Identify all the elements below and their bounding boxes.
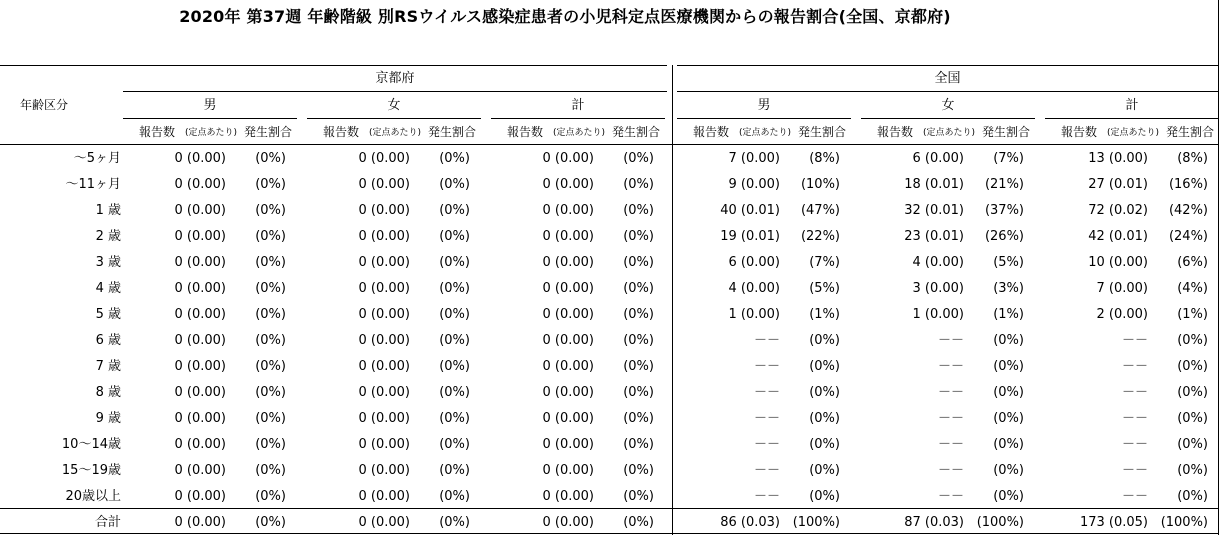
cell-count: 0 (0.00) — [358, 151, 410, 166]
cell-rate: (0%) — [439, 203, 470, 218]
cell-rate: (0%) — [255, 177, 286, 192]
cell-rate: (0%) — [1177, 385, 1208, 400]
cell-count: －－ — [753, 463, 780, 478]
row-label: 1 歳 — [95, 203, 121, 218]
cell-rate: (0%) — [439, 255, 470, 270]
cell-count: 0 (0.00) — [358, 203, 410, 218]
cell-count: 0 (0.00) — [542, 463, 594, 478]
cell-rate: (0%) — [439, 177, 470, 192]
cell-count: 0 (0.00) — [542, 359, 594, 374]
cell-rate: (5%) — [993, 255, 1024, 270]
cell-rate: (0%) — [255, 333, 286, 348]
cell-count: 87 (0.03) — [904, 515, 964, 530]
cell-count: 0 (0.00) — [174, 489, 226, 504]
row-header-label: 年齢区分 — [20, 98, 69, 112]
cell-count: 0 (0.00) — [358, 333, 410, 348]
cell-count: 0 (0.00) — [542, 307, 594, 322]
table-bottom-rule — [0, 533, 1218, 534]
cell-rate: (5%) — [809, 281, 840, 296]
subheader-count: 報告数 — [139, 125, 176, 139]
cell-rate: (6%) — [1177, 255, 1208, 270]
cell-rate: (0%) — [439, 307, 470, 322]
cell-count: 0 (0.00) — [174, 437, 226, 452]
cell-count: 0 (0.00) — [174, 515, 226, 530]
right-border — [1218, 0, 1219, 535]
cell-rate: (0%) — [439, 515, 470, 530]
cell-rate: (0%) — [439, 411, 470, 426]
subheader-rate: 発生割合 — [612, 125, 661, 139]
row-label: 6 歳 — [95, 333, 121, 348]
cell-count: －－ — [753, 411, 780, 426]
subheader-count: 報告数 — [1061, 125, 1098, 139]
cell-count: 0 (0.00) — [542, 333, 594, 348]
cell-rate: (0%) — [993, 437, 1024, 452]
cell-rate: (0%) — [255, 307, 286, 322]
cell-rate: (0%) — [623, 437, 654, 452]
cell-count: 0 (0.00) — [542, 151, 594, 166]
cell-count: 0 (0.00) — [358, 463, 410, 478]
cell-count: 40 (0.01) — [720, 203, 780, 218]
header-bottom-rule — [0, 144, 1218, 145]
cell-count: 0 (0.00) — [358, 515, 410, 530]
cell-rate: (0%) — [1177, 437, 1208, 452]
cell-count: 0 (0.00) — [174, 307, 226, 322]
cell-rate: (0%) — [993, 411, 1024, 426]
total-top-rule — [0, 508, 1218, 509]
cell-rate: (0%) — [623, 515, 654, 530]
cell-count: －－ — [1121, 359, 1148, 374]
region-rule-left — [123, 91, 667, 92]
subheader-count: 報告数 — [323, 125, 360, 139]
subheader-rate: 発生割合 — [982, 125, 1031, 139]
cell-rate: (0%) — [623, 203, 654, 218]
cell-count: －－ — [753, 489, 780, 504]
cell-rate: (0%) — [809, 437, 840, 452]
cell-rate: (10%) — [800, 177, 840, 192]
region-separator — [672, 65, 673, 535]
cell-count: －－ — [753, 437, 780, 452]
cell-count: 0 (0.00) — [542, 281, 594, 296]
cell-count: 6 (0.00) — [912, 151, 964, 166]
cell-rate: (0%) — [255, 229, 286, 244]
cell-rate: (8%) — [1177, 151, 1208, 166]
cell-count: 0 (0.00) — [542, 515, 594, 530]
cell-rate: (0%) — [809, 385, 840, 400]
cell-count: －－ — [937, 333, 964, 348]
cell-rate: (21%) — [984, 177, 1024, 192]
region-header: 京都府 — [375, 71, 415, 86]
cell-count: 0 (0.00) — [358, 281, 410, 296]
cell-count: －－ — [1121, 463, 1148, 478]
cell-rate: (0%) — [809, 463, 840, 478]
cell-rate: (0%) — [255, 515, 286, 530]
cell-rate: (0%) — [993, 359, 1024, 374]
cell-rate: (0%) — [623, 307, 654, 322]
cell-rate: (0%) — [255, 359, 286, 374]
subheader-per: (定点あたり) — [923, 128, 976, 138]
cell-count: 0 (0.00) — [174, 255, 226, 270]
cell-count: 0 (0.00) — [542, 177, 594, 192]
cell-rate: (0%) — [993, 333, 1024, 348]
cell-rate: (0%) — [1177, 463, 1208, 478]
cell-count: 0 (0.00) — [174, 151, 226, 166]
cell-count: 0 (0.00) — [542, 489, 594, 504]
cell-count: 9 (0.00) — [728, 177, 780, 192]
subheader-rate: 発生割合 — [1166, 125, 1215, 139]
row-label: 合計 — [94, 515, 121, 530]
cell-rate: (0%) — [439, 281, 470, 296]
cell-count: 18 (0.01) — [904, 177, 964, 192]
sex-rule-0 — [123, 118, 297, 119]
cell-rate: (0%) — [439, 151, 470, 166]
cell-count: 3 (0.00) — [912, 281, 964, 296]
cell-rate: (7%) — [809, 255, 840, 270]
cell-count: －－ — [937, 411, 964, 426]
cell-rate: (22%) — [800, 229, 840, 244]
cell-rate: (0%) — [255, 489, 286, 504]
cell-rate: (0%) — [1177, 489, 1208, 504]
cell-rate: (4%) — [1177, 281, 1208, 296]
cell-rate: (0%) — [439, 463, 470, 478]
subheader-per: (定点あたり) — [1107, 128, 1160, 138]
cell-rate: (0%) — [993, 463, 1024, 478]
cell-count: －－ — [937, 489, 964, 504]
sex-header: 男 — [757, 98, 771, 113]
cell-count: 0 (0.00) — [174, 411, 226, 426]
cell-count: 0 (0.00) — [542, 437, 594, 452]
cell-count: 4 (0.00) — [728, 281, 780, 296]
subheader-per: (定点あたり) — [369, 128, 422, 138]
cell-count: －－ — [1121, 489, 1148, 504]
cell-rate: (8%) — [809, 151, 840, 166]
subheader-rate: 発生割合 — [244, 125, 293, 139]
cell-count: －－ — [753, 333, 780, 348]
cell-rate: (3%) — [993, 281, 1024, 296]
cell-rate: (0%) — [623, 177, 654, 192]
cell-count: －－ — [1121, 385, 1148, 400]
subheader-count: 報告数 — [693, 125, 730, 139]
cell-rate: (1%) — [1177, 307, 1208, 322]
cell-count: 0 (0.00) — [542, 411, 594, 426]
row-label: 7 歳 — [95, 359, 121, 374]
cell-count: 0 (0.00) — [542, 229, 594, 244]
row-label: 4 歳 — [95, 281, 121, 296]
subheader-count: 報告数 — [507, 125, 544, 139]
cell-count: 13 (0.00) — [1088, 151, 1148, 166]
row-label: 10～14歳 — [61, 437, 121, 452]
sex-header: 男 — [203, 98, 217, 113]
cell-rate: (100%) — [792, 515, 840, 530]
sex-rule-5 — [1045, 118, 1219, 119]
cell-rate: (0%) — [809, 411, 840, 426]
sex-rule-1 — [307, 118, 481, 119]
sex-rule-3 — [677, 118, 851, 119]
sex-header: 女 — [941, 98, 955, 113]
cell-count: 4 (0.00) — [912, 255, 964, 270]
cell-count: 23 (0.01) — [904, 229, 964, 244]
cell-rate: (0%) — [623, 229, 654, 244]
cell-count: 0 (0.00) — [174, 333, 226, 348]
cell-count: 0 (0.00) — [174, 281, 226, 296]
cell-count: 0 (0.00) — [358, 229, 410, 244]
cell-count: 2 (0.00) — [1096, 307, 1148, 322]
table-top-rule-left — [0, 65, 667, 66]
cell-count: 0 (0.00) — [358, 411, 410, 426]
cell-count: 0 (0.00) — [358, 437, 410, 452]
cell-rate: (0%) — [1177, 411, 1208, 426]
cell-rate: (0%) — [809, 333, 840, 348]
cell-rate: (0%) — [623, 411, 654, 426]
cell-count: 0 (0.00) — [174, 359, 226, 374]
table-top-rule-right — [677, 65, 1218, 66]
cell-rate: (0%) — [623, 463, 654, 478]
cell-count: 0 (0.00) — [358, 255, 410, 270]
cell-rate: (0%) — [623, 333, 654, 348]
sex-rule-4 — [861, 118, 1035, 119]
row-label: 20歳以上 — [65, 489, 121, 504]
sex-header: 計 — [571, 98, 585, 113]
cell-count: 42 (0.01) — [1088, 229, 1148, 244]
cell-count: 173 (0.05) — [1079, 515, 1148, 530]
cell-rate: (0%) — [255, 255, 286, 270]
cell-rate: (0%) — [623, 489, 654, 504]
cell-count: 0 (0.00) — [358, 307, 410, 322]
cell-rate: (0%) — [623, 385, 654, 400]
row-label: 3 歳 — [95, 255, 121, 270]
cell-count: －－ — [937, 359, 964, 374]
cell-count: 0 (0.00) — [542, 255, 594, 270]
row-label: 15～19歳 — [61, 463, 121, 478]
cell-rate: (0%) — [439, 333, 470, 348]
row-label: ～11ヶ月 — [65, 177, 121, 192]
cell-rate: (26%) — [984, 229, 1024, 244]
cell-count: 0 (0.00) — [358, 359, 410, 374]
cell-count: －－ — [1121, 437, 1148, 452]
cell-rate: (0%) — [993, 489, 1024, 504]
cell-count: 0 (0.00) — [358, 489, 410, 504]
cell-count: －－ — [753, 385, 780, 400]
cell-count: 0 (0.00) — [358, 385, 410, 400]
cell-count: 0 (0.00) — [542, 385, 594, 400]
cell-count: －－ — [753, 359, 780, 374]
cell-count: 32 (0.01) — [904, 203, 964, 218]
cell-rate: (37%) — [984, 203, 1024, 218]
cell-rate: (7%) — [993, 151, 1024, 166]
cell-count: 1 (0.00) — [912, 307, 964, 322]
cell-rate: (100%) — [1160, 515, 1208, 530]
cell-rate: (47%) — [800, 203, 840, 218]
cell-rate: (0%) — [623, 359, 654, 374]
cell-count: 27 (0.01) — [1088, 177, 1148, 192]
cell-count: 0 (0.00) — [174, 385, 226, 400]
report-title: 2020年 第37週 年齢階級 別RSウイルス感染症患者の小児科定点医療機関からの報告割合(全国、京都府) — [179, 7, 951, 26]
sex-header: 計 — [1125, 98, 1139, 113]
cell-count: 0 (0.00) — [542, 203, 594, 218]
cell-rate: (0%) — [255, 203, 286, 218]
cell-rate: (0%) — [439, 385, 470, 400]
cell-rate: (0%) — [255, 151, 286, 166]
row-label: ～5ヶ月 — [73, 151, 121, 166]
cell-rate: (0%) — [809, 359, 840, 374]
subheader-rate: 発生割合 — [798, 125, 847, 139]
cell-count: 72 (0.02) — [1088, 203, 1148, 218]
subheader-per: (定点あたり) — [739, 128, 792, 138]
cell-count: －－ — [937, 385, 964, 400]
row-label: 5 歳 — [95, 307, 121, 322]
row-label: 9 歳 — [95, 411, 121, 426]
cell-rate: (24%) — [1168, 229, 1208, 244]
cell-rate: (0%) — [255, 411, 286, 426]
cell-count: 7 (0.00) — [728, 151, 780, 166]
row-label: 2 歳 — [95, 229, 121, 244]
cell-count: 0 (0.00) — [174, 177, 226, 192]
subheader-count: 報告数 — [877, 125, 914, 139]
cell-count: －－ — [937, 463, 964, 478]
subheader-rate: 発生割合 — [428, 125, 477, 139]
cell-rate: (0%) — [623, 151, 654, 166]
cell-rate: (0%) — [623, 255, 654, 270]
cell-count: －－ — [937, 437, 964, 452]
cell-rate: (100%) — [976, 515, 1024, 530]
cell-rate: (0%) — [439, 489, 470, 504]
cell-rate: (0%) — [1177, 359, 1208, 374]
cell-rate: (0%) — [255, 385, 286, 400]
cell-count: 7 (0.00) — [1096, 281, 1148, 296]
cell-count: 6 (0.00) — [728, 255, 780, 270]
cell-rate: (0%) — [993, 385, 1024, 400]
cell-rate: (0%) — [255, 437, 286, 452]
cell-count: －－ — [1121, 333, 1148, 348]
subheader-per: (定点あたり) — [185, 128, 238, 138]
subheader-per: (定点あたり) — [553, 128, 606, 138]
sex-header: 女 — [387, 98, 401, 113]
cell-count: 1 (0.00) — [728, 307, 780, 322]
cell-count: 86 (0.03) — [720, 515, 780, 530]
cell-rate: (0%) — [439, 437, 470, 452]
cell-rate: (1%) — [809, 307, 840, 322]
sex-rule-2 — [491, 118, 665, 119]
cell-rate: (0%) — [255, 463, 286, 478]
region-header: 全国 — [934, 71, 961, 86]
cell-count: 10 (0.00) — [1088, 255, 1148, 270]
cell-count: 0 (0.00) — [174, 203, 226, 218]
cell-rate: (42%) — [1168, 203, 1208, 218]
cell-count: 0 (0.00) — [174, 463, 226, 478]
cell-rate: (0%) — [623, 281, 654, 296]
region-rule-right — [677, 91, 1218, 92]
cell-rate: (0%) — [439, 229, 470, 244]
cell-rate: (16%) — [1168, 177, 1208, 192]
cell-rate: (0%) — [439, 359, 470, 374]
cell-count: －－ — [1121, 411, 1148, 426]
row-label: 8 歳 — [95, 385, 121, 400]
cell-count: 0 (0.00) — [358, 177, 410, 192]
cell-count: 0 (0.00) — [174, 229, 226, 244]
cell-rate: (0%) — [809, 489, 840, 504]
cell-count: 19 (0.01) — [720, 229, 780, 244]
cell-rate: (0%) — [255, 281, 286, 296]
cell-rate: (1%) — [993, 307, 1024, 322]
cell-rate: (0%) — [1177, 333, 1208, 348]
